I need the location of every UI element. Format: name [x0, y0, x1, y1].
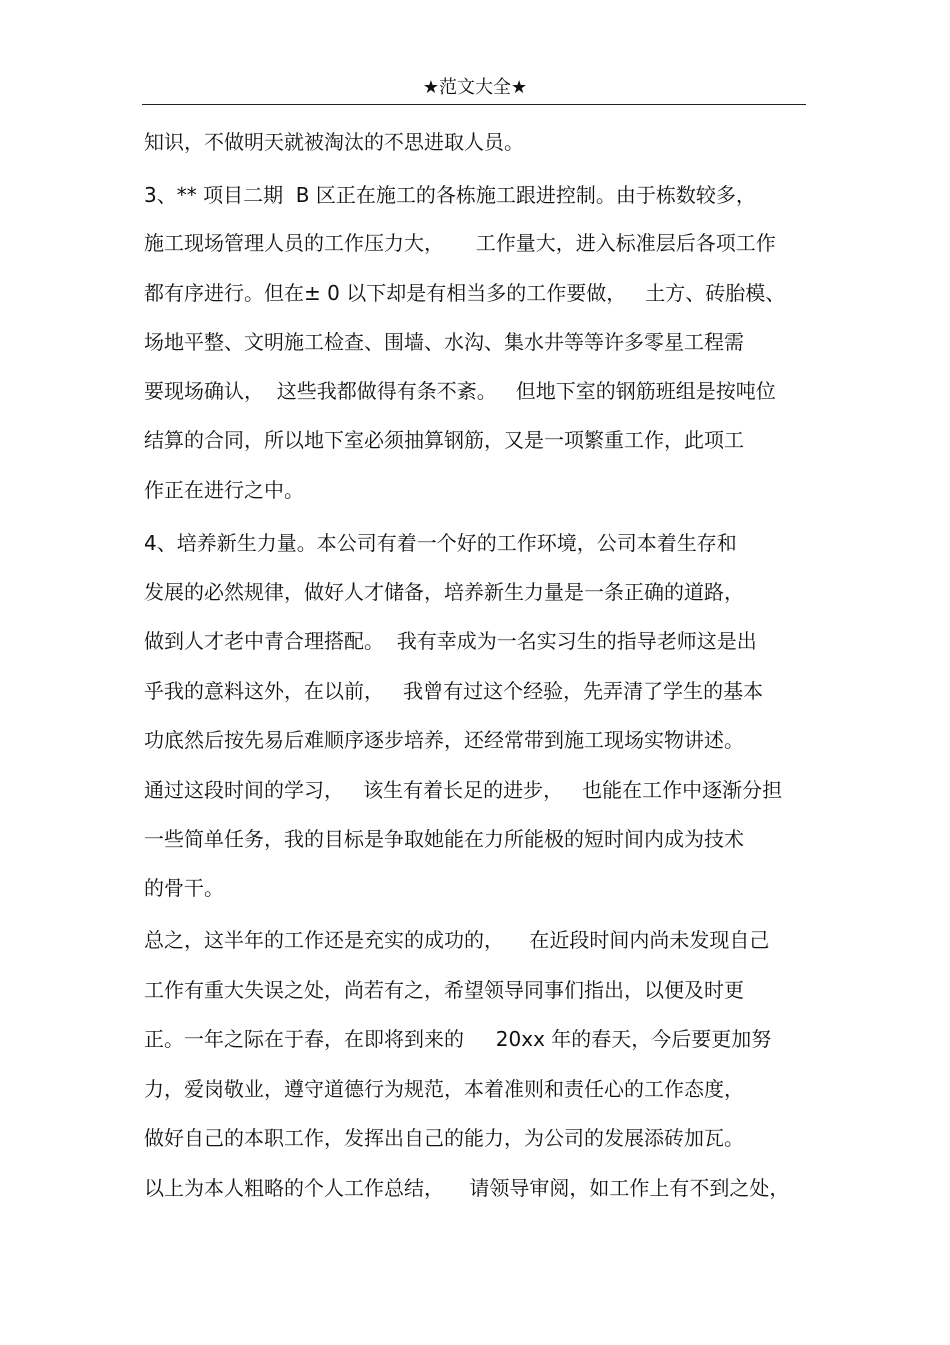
body-line: 正。一年之际在于春，在即将到来的 20xx 年的春天，今后要更加努: [144, 1027, 772, 1051]
body-line: 以上为本人粗略的个人工作总结， 请领导审阅，如工作上有不到之处，: [144, 1176, 790, 1200]
body-line: 力，爱岗敬业，遵守道德行为规范，本着准则和责任心的工作态度，: [144, 1077, 744, 1101]
body-line: 结算的合同，所以地下室必须抽算钢筋，又是一项繁重工作，此项工: [144, 428, 744, 452]
body-line: 3、** 项目二期 B 区正在施工的各栋施工跟进控制。由于栋数较多，: [144, 183, 756, 207]
header-divider: [142, 104, 806, 105]
body-line: 做到人才老中青合理搭配。 我有幸成为一名实习生的指导老师这是出: [144, 629, 757, 653]
body-line: 4、培养新生力量。本公司有着一个好的工作环境，公司本着生存和: [144, 531, 737, 555]
body-line: 总之，这半年的工作还是充实的成功的， 在近段时间内尚未发现自己: [144, 928, 770, 952]
body-line: 的骨干。: [144, 876, 224, 900]
body-line: 通过这段时间的学习， 该生有着长足的进步， 也能在工作中逐渐分担: [144, 778, 783, 802]
body-line: 要现场确认， 这些我都做得有条不紊。 但地下室的钢筋班组是按吨位: [144, 379, 776, 403]
body-line: 做好自己的本职工作，发挥出自己的能力，为公司的发展添砖加瓦。: [144, 1126, 744, 1150]
body-line: 发展的必然规律，做好人才储备，培养新生力量是一条正确的道路，: [144, 580, 744, 604]
page-header-title: ★范文大全★: [422, 77, 528, 98]
body-line: 一些简单任务，我的目标是争取她能在力所能极的短时间内成为技术: [144, 827, 744, 851]
body-line: 知识，不做明天就被淘汰的不思进取人员。: [144, 130, 524, 154]
body-line: 场地平整、文明施工检查、围墙、水沟、集水井等等许多零星工程需: [144, 330, 744, 354]
body-line: 都有序进行。但在± 0 以下却是有相当多的工作要做， 土方、砖胎模、: [144, 281, 786, 305]
body-line: 工作有重大失误之处，尚若有之，希望领导同事们指出，以便及时更: [144, 978, 744, 1002]
body-line: 乎我的意料这外，在以前， 我曾有过这个经验，先弄清了学生的基本: [144, 679, 764, 703]
body-line: 施工现场管理人员的工作压力大， 工作量大，进入标准层后各项工作: [144, 231, 776, 255]
body-line: 功底然后按先易后难顺序逐步培养，还经常带到施工现场实物讲述。: [144, 728, 744, 752]
body-line: 作正在进行之中。: [144, 478, 304, 502]
